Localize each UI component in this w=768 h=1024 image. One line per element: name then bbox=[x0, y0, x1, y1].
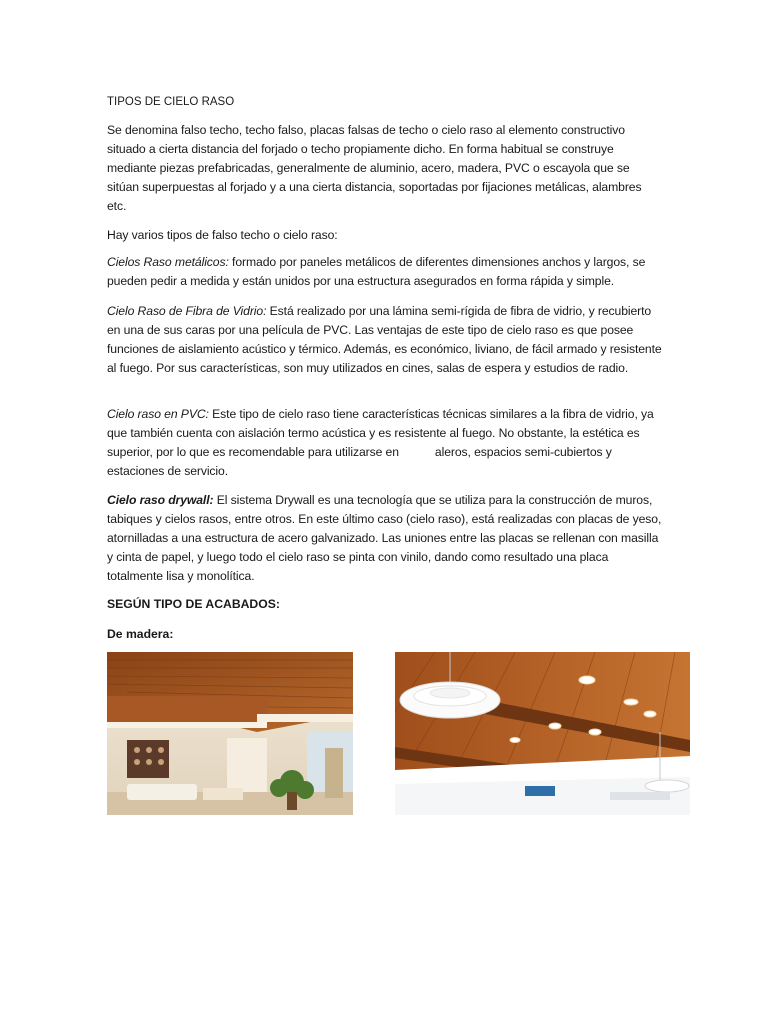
type-fiberglass-paragraph bbox=[107, 302, 663, 378]
intro-paragraph: Se denomina falso techo, techo falso, placas falsas de techo o cielo raso al elemento constructivo situado a cierta distancia del forjado o techo propiamente dicho. En forma habitual se construye mediante piezas prefabricadas, generalmente de aluminio, acero, madera, PVC o escayola que se sitúan superpuestas al forjado y a una cierta distancia, soportadas por fijaciones metálicas, alambres etc. bbox=[107, 123, 642, 213]
type-text: Este tipo de cielo raso tiene características técnicas similares a la fibra de vidrio, ya que también cuenta con aislación termo acústica y es resistente al fuego. No obstante, la estética es superior, por lo que es recomendable para utilizarse en bbox=[107, 407, 654, 459]
type-drywall-paragraph bbox=[107, 491, 663, 586]
subheading: De madera: bbox=[107, 627, 174, 641]
wood-ceiling-photo-1 bbox=[107, 652, 353, 815]
type-pvc-paragraph bbox=[107, 405, 663, 481]
types-intro: Hay varios tipos de falso techo o cielo raso: bbox=[107, 228, 338, 242]
type-metal-paragraph bbox=[107, 253, 663, 291]
type-term: Cielo Raso de Fibra de Vidrio: bbox=[107, 304, 267, 318]
type-term: Cielo raso drywall: bbox=[107, 493, 214, 507]
wood-ceiling-photo-2 bbox=[395, 652, 690, 815]
section-heading: SEGÚN TIPO DE ACABADOS: bbox=[107, 597, 280, 611]
page-title: TIPOS DE CIELO RASO bbox=[107, 96, 235, 108]
type-text: formado por paneles metálicos de diferentes dimensiones anchos y largos, se pueden pedir a medida y están unidos por una estructura asegurados en forma rápida y simple. bbox=[107, 255, 646, 288]
type-text: El sistema Drywall es una tecnología que se utiliza para la construcción de muros, tabiques y cielos rasos, entre otros. En este último caso (cielo raso), está realizadas con placas de yeso, atornilladas a una estructura de acero galvanizado. Las uniones entre las placas se rellenan con masilla y cinta de papel, y luego todo el cielo raso se pinta con vinilo, dando como resultado una placa totalmente lisa y monolítica. bbox=[107, 493, 662, 583]
type-text: Está realizado por una lámina semi-rígida de fibra de vidrio, y recubierto en una de sus caras por una película de PVC. Las ventajas de este tipo de cielo raso es que posee funciones de aislamiento acústico y térmico. Además, es económico, liviano, de fácil armado y resistente al fuego. Por sus características, son muy utilizados en cines, salas de espera y estudios de radio. bbox=[107, 304, 662, 375]
type-text: aleros, espacios semi-cubiertos y estaciones de servicio. bbox=[107, 445, 612, 478]
type-term: Cielo raso en PVC: bbox=[107, 407, 209, 421]
type-term: Cielos Raso metálicos: bbox=[107, 255, 229, 269]
